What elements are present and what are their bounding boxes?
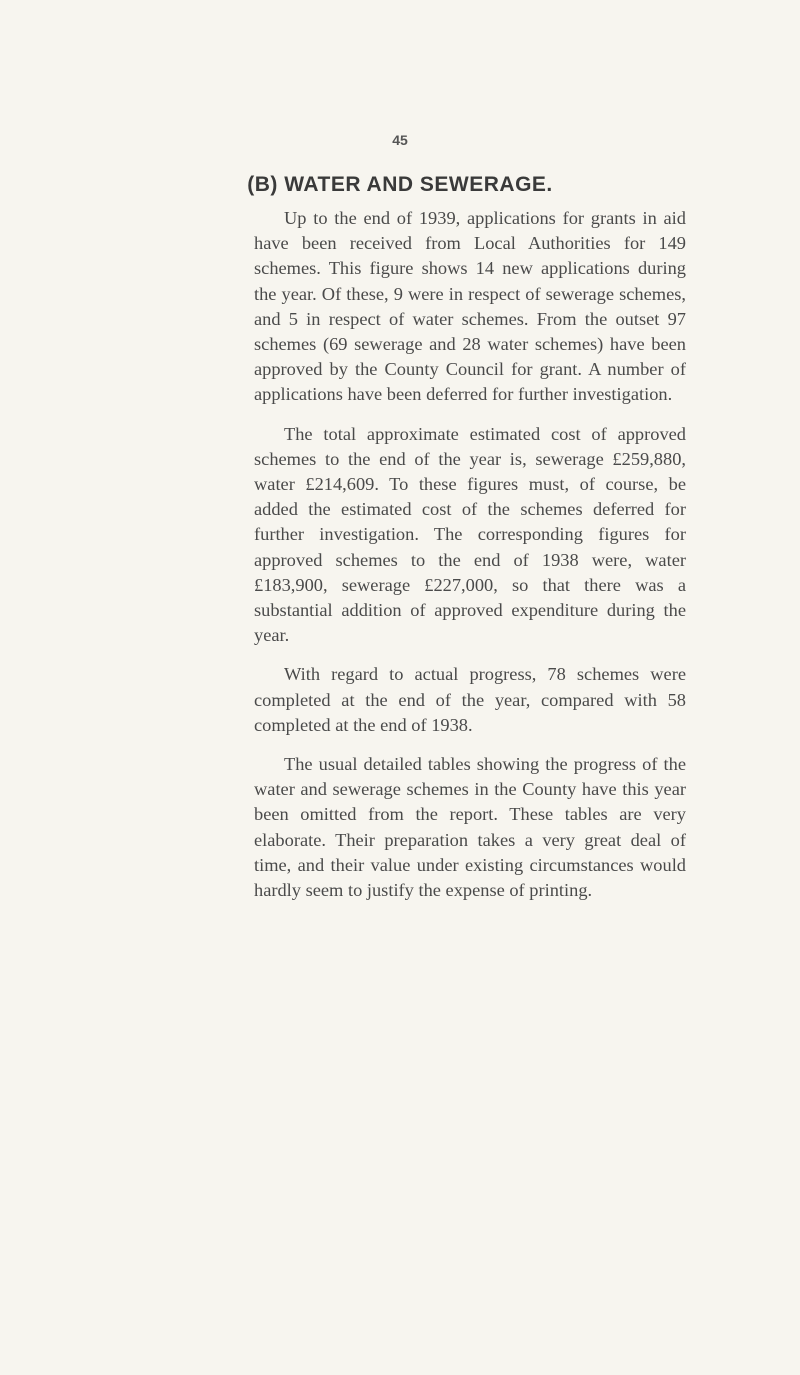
paragraph-applications: Up to the end of 1939, applications for grants in aid have been received from Local Authorities for 149 schemes. This figure shows 14 new applications during the year. Of these, 9 were in respect of sewerage schemes, and 5 in respect of water schemes. From the outset 97 schemes (69 sewerage and 28 water schemes) have been approved by the County Council for grant. A number of applications have been deferred for further investigation. <box>254 208 686 405</box>
section-heading: (B) WATER AND SEWERAGE. <box>247 173 553 196</box>
paragraph-estimated-cost: The total approximate estimated cost of approved schemes to the end of the year is, sewerage £259,880, water £214,609. To these figures must, of course, be added the estimated cost of the schemes deferred for further investigation. The corresponding figures for approved schemes to the end of 1938 were, water £183,900, sewerage £227,000, so that there was a substantial addition of approved expenditure during the year. <box>254 423 686 646</box>
paragraph-tables-omitted: The usual detailed tables showing the progress of the water and sewerage schemes in the County have this year been omitted from the report. These tables are very elaborate. Their preparation takes a very great deal of time, and their value under existing circumstances would hardly seem to justify the expense of printing. <box>254 754 686 901</box>
body-text <box>254 206 686 917</box>
page-number: 45 <box>392 132 408 148</box>
paragraph-progress: With regard to actual progress, 78 schemes were completed at the end of the year, compared with 58 completed at the end of 1938. <box>254 664 686 735</box>
